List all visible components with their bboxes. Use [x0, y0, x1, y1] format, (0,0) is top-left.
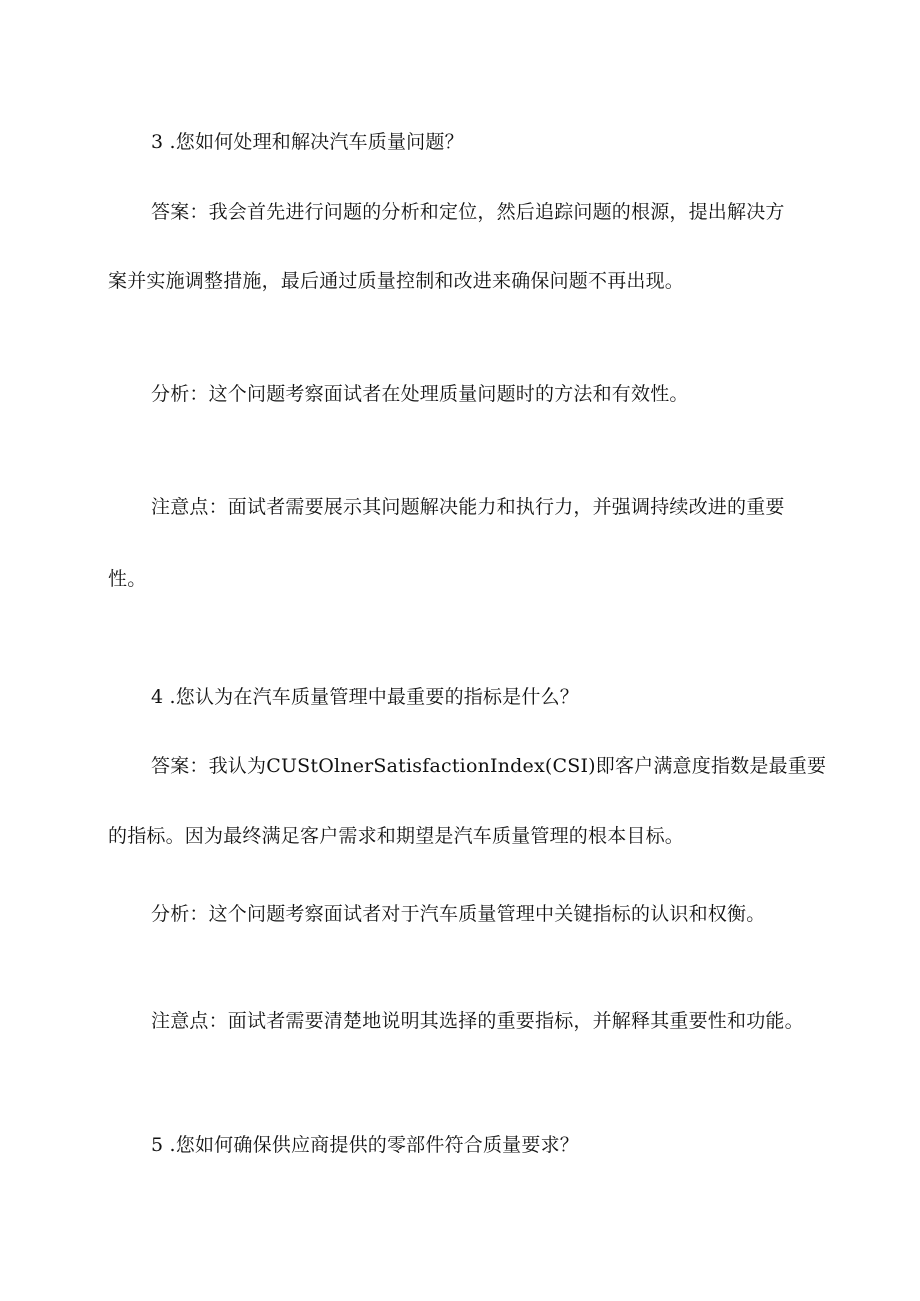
q3-answer-line-1: 答案：我会首先进行问题的分析和定位，然后追踪问题的根源，提出解决方 — [151, 201, 785, 223]
q3-note-line-2: 性。 — [108, 568, 147, 590]
q4-question: 4 .您认为在汽车质量管理中最重要的指标是什么？ — [151, 686, 579, 708]
q3-note-line-1: 注意点：面试者需要展示其问题解决能力和执行力，并强调持续改进的重要 — [151, 496, 785, 518]
q3-answer-line-2: 案并实施调整措施，最后通过质量控制和改进来确保问题不再出现。 — [108, 270, 685, 292]
q4-answer-line-2: 的指标。因为最终满足客户需求和期望是汽车质量管理的根本目标。 — [108, 825, 685, 847]
q4-note: 注意点：面试者需要清楚地说明其选择的重要指标，并解释其重要性和功能。 — [151, 1010, 804, 1032]
q5-question: 5 .您如何确保供应商提供的零部件符合质量要求？ — [151, 1134, 579, 1156]
q4-answer-line-1: 答案：我认为CUStOlnerSatisfactionIndex(CSI)即客户满意度指数是最重要 — [151, 755, 827, 777]
q3-analysis: 分析：这个问题考察面试者在处理质量问题时的方法和有效性。 — [151, 383, 689, 405]
q3-question: 3 .您如何处理和解决汽车质量问题？ — [151, 131, 464, 153]
q4-analysis: 分析：这个问题考察面试者对于汽车质量管理中关键指标的认识和权衡。 — [151, 903, 766, 925]
